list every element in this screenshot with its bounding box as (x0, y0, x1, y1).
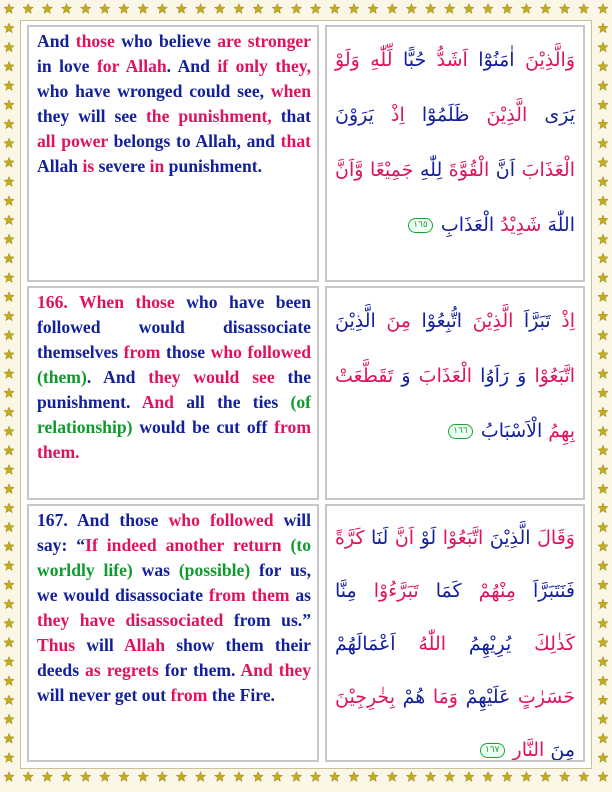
star-icon (598, 676, 608, 686)
star-icon (598, 349, 608, 359)
star-icon (215, 772, 225, 782)
star-icon (406, 772, 416, 782)
star-icon (4, 772, 14, 782)
arabic-segment: مِنَ (544, 739, 575, 761)
arabic-segment: مِنْهُمْ (461, 580, 516, 602)
star-icon (598, 753, 608, 763)
english-segment: all power (37, 131, 114, 151)
star-icon (4, 273, 14, 283)
star-icon (330, 4, 340, 14)
star-icon (598, 81, 608, 91)
verse-row-166 (27, 286, 585, 500)
arabic-segment: بِهِمُ (542, 420, 575, 442)
english-segment: belongs to Allah, and (113, 131, 281, 151)
star-icon (4, 388, 14, 398)
star-icon (4, 561, 14, 571)
star-icon (4, 196, 14, 206)
star-icon (598, 388, 608, 398)
arabic-segment: تَقَطَّعَتْ (335, 365, 394, 387)
star-icon (215, 4, 225, 14)
arabic-segment: يَرَى (527, 104, 575, 126)
star-icon (4, 503, 14, 513)
arabic-segment: اَعْمَالَهُمْ (335, 633, 396, 655)
star-icon (4, 23, 14, 33)
english-segment: If indeed another return (85, 535, 291, 555)
english-segment: all the ties (186, 392, 291, 412)
english-segment: will never get out (37, 685, 171, 705)
star-icon (598, 503, 608, 513)
star-icon (598, 23, 608, 33)
star-icon (598, 637, 608, 647)
star-icon (4, 426, 14, 436)
star-icon (560, 4, 570, 14)
star-icon (464, 4, 474, 14)
star-icon (4, 330, 14, 340)
star-icon (598, 177, 608, 187)
star-icon (4, 157, 14, 167)
arabic-segment: ظَلَمُوْٓا (404, 104, 470, 126)
star-icon (100, 4, 110, 14)
star-icon (483, 772, 493, 782)
arabic-segment: الْعَذَابَ (410, 365, 473, 387)
english-segment: (to worldly life) (37, 535, 311, 580)
english-segment: who have wronged could see, (37, 81, 271, 101)
english-segment: the punishment, (145, 106, 281, 126)
star-icon (4, 81, 14, 91)
english-segment: are stronger (217, 31, 311, 51)
star-icon (598, 215, 608, 225)
star-icon (4, 4, 14, 14)
star-icon (598, 426, 608, 436)
star-icon (598, 196, 608, 206)
star-icon (119, 772, 129, 782)
arabic-segment: رَاَوُا (472, 365, 510, 387)
star-icon (598, 733, 608, 743)
star-icon (310, 4, 320, 14)
arabic-segment: الَّذِيْنَ (469, 104, 528, 126)
star-icon (4, 311, 14, 321)
star-icon (23, 4, 33, 14)
star-icon (272, 4, 282, 14)
arabic-segment: مِنَّا (335, 580, 357, 602)
english-segment: would be cut off (139, 417, 275, 437)
star-icon (598, 541, 608, 551)
english-segment: who followed (210, 342, 311, 362)
star-icon (196, 4, 206, 14)
arabic-segment: الْقُوَّةَ (442, 159, 490, 181)
arabic-segment: يَرَوْنَ (335, 104, 374, 126)
english-segment: the Fire. (211, 685, 275, 705)
arabic-text-167 (325, 504, 585, 762)
arabic-segment: وَ (509, 365, 527, 387)
english-segment: Thus (37, 635, 87, 655)
english-segment: will say: “ (37, 510, 312, 555)
star-icon (387, 4, 397, 14)
english-segment: in (149, 156, 169, 176)
arabic-segment: اَشَدُّ (426, 49, 468, 71)
star-icon (368, 4, 378, 14)
star-icon (4, 580, 14, 590)
english-segment: who have been followed would disassociate themselves (37, 292, 311, 362)
star-icon (272, 772, 282, 782)
arabic-segment: فَنَتَبَرَّاَ (515, 580, 576, 602)
arabic-segment: شَدِيْدُ (494, 214, 542, 236)
english-segment: they will see (37, 106, 146, 126)
star-icon (598, 61, 608, 71)
star-icon (598, 100, 608, 110)
english-segment: (of relationship) (37, 392, 311, 437)
star-icon (598, 273, 608, 283)
arabic-segment: الْاَسْبَابُ (480, 420, 543, 442)
english-segment: 166. (37, 292, 80, 312)
arabic-segment: مِنَ (375, 310, 411, 332)
arabic-segment: حُبًّا (392, 49, 427, 71)
english-segment: Allah (37, 156, 83, 176)
star-icon (176, 4, 186, 14)
star-icon (598, 618, 608, 628)
english-segment: Allah (123, 635, 177, 655)
arabic-segment: اتَّبَعُوْا (526, 365, 576, 387)
star-icon (4, 618, 14, 628)
star-icon (502, 4, 512, 14)
star-icon (234, 4, 244, 14)
english-translation-165 (27, 25, 319, 282)
arabic-segment: الْعَذَابَ (515, 159, 575, 181)
star-icon (291, 772, 301, 782)
star-icon (598, 772, 608, 782)
star-icon (598, 157, 608, 167)
star-icon (4, 177, 14, 187)
arabic-segment: الَّذِيْنَ (335, 310, 376, 332)
star-icon (598, 657, 608, 667)
english-segment: for them. (164, 660, 241, 680)
star-icon (119, 4, 129, 14)
arabic-segment: حَسَرٰتٍ (510, 686, 575, 708)
arabic-segment: اٰمَنُوْٓا (467, 49, 515, 71)
arabic-segment: الَّذِيْنَ (483, 527, 531, 549)
star-icon (330, 772, 340, 782)
english-segment: from (170, 685, 212, 705)
arabic-segment: وَالَّذِيْنَ (514, 49, 575, 71)
star-icon (598, 580, 608, 590)
english-segment: from them (208, 585, 296, 605)
star-icon (61, 4, 71, 14)
star-icon (4, 61, 14, 71)
arabic-segment: لَنَا (364, 527, 389, 549)
english-segment: in love (37, 56, 97, 76)
arabic-segment: النَّارِ (512, 739, 545, 761)
star-icon (4, 215, 14, 225)
star-icon (598, 138, 608, 148)
star-icon (4, 119, 14, 129)
english-segment: as regrets (85, 660, 165, 680)
arabic-segment: وَّاَنَّ (335, 159, 364, 181)
star-icon (598, 4, 608, 14)
arabic-segment: اللّٰهَ (541, 214, 575, 236)
star-icon (425, 772, 435, 782)
star-icon (157, 4, 167, 14)
star-icon (42, 772, 52, 782)
english-segment: punishment. (168, 156, 263, 176)
star-icon (4, 349, 14, 359)
star-icon (138, 772, 148, 782)
star-icon (349, 772, 359, 782)
arabic-text-166 (325, 286, 585, 500)
arabic-segment: اَنَّ (489, 159, 516, 181)
star-icon (157, 772, 167, 782)
arabic-segment: الَّذِيْنَ (462, 310, 514, 332)
star-icon (598, 599, 608, 609)
english-segment: if only they, (217, 56, 312, 76)
star-icon (4, 445, 14, 455)
english-segment: that (280, 131, 311, 151)
star-icon (483, 4, 493, 14)
star-icon (42, 4, 52, 14)
star-icon (579, 4, 589, 14)
arabic-segment: تَبَرَّاَ (513, 310, 551, 332)
english-segment: 167. (37, 510, 77, 530)
star-icon (4, 676, 14, 686)
star-icon (4, 657, 14, 667)
star-icon (4, 465, 14, 475)
arabic-text-165 (325, 25, 585, 282)
arabic-segment: اِذْ (373, 104, 405, 126)
arabic-segment: لِّلّٰهِ (359, 49, 393, 71)
arabic-segment: لَوْ (414, 527, 437, 549)
english-segment: who followed (168, 510, 284, 530)
arabic-segment: كَمَا (418, 580, 462, 602)
verse-row-165 (27, 25, 585, 282)
star-icon (234, 772, 244, 782)
star-icon (4, 695, 14, 705)
star-icon (502, 772, 512, 782)
ayah-number-marker: ١٦٧ (480, 743, 505, 758)
star-icon (598, 714, 608, 724)
star-icon (81, 4, 91, 14)
star-icon (598, 42, 608, 52)
arabic-segment: اتَّبَعُوْا (436, 527, 484, 549)
star-icon (4, 407, 14, 417)
english-segment: . And (86, 367, 149, 387)
english-translation-166 (27, 286, 319, 500)
english-segment: from (123, 342, 166, 362)
english-segment: from them. (37, 417, 311, 462)
arabic-segment: وَ (393, 365, 411, 387)
star-icon (4, 234, 14, 244)
star-icon (464, 772, 474, 782)
star-icon (598, 484, 608, 494)
verse-row-167 (27, 504, 585, 762)
ayah-number-marker: ١٦٥ (408, 218, 433, 233)
english-segment: And (141, 392, 187, 412)
ayah-number-marker: ١٦٦ (448, 424, 473, 439)
star-icon (598, 234, 608, 244)
star-icon (540, 4, 550, 14)
star-icon (100, 772, 110, 782)
english-segment: those (75, 31, 122, 51)
arabic-segment: وَلَوْ (335, 49, 360, 71)
star-icon (598, 445, 608, 455)
english-segment: who believe (121, 31, 218, 51)
english-segment: the punishment. (37, 367, 311, 412)
star-icon (310, 772, 320, 782)
star-icon (445, 772, 455, 782)
star-icon (406, 4, 416, 14)
star-icon (521, 4, 531, 14)
star-icon (598, 292, 608, 302)
star-icon (4, 369, 14, 379)
star-icon (445, 4, 455, 14)
arabic-segment: اَنَّ (388, 527, 415, 549)
star-icon (425, 4, 435, 14)
english-segment: for Allah (96, 56, 167, 76)
english-segment: severe (98, 156, 150, 176)
star-icon (138, 4, 148, 14)
arabic-segment: كَرَّةً (335, 527, 365, 549)
english-segment: they would see (148, 367, 288, 387)
english-segment: . And (166, 56, 218, 76)
english-segment: as (295, 585, 312, 605)
english-segment: was (141, 560, 179, 580)
english-segment: (them) (37, 367, 87, 387)
english-segment: when (270, 81, 311, 101)
english-translation-167 (27, 504, 319, 762)
star-icon (4, 541, 14, 551)
star-icon (598, 695, 608, 705)
star-icon (4, 599, 14, 609)
arabic-segment: لِلّٰهِ (413, 159, 443, 181)
english-segment: for us, we would disassociate (37, 560, 312, 605)
star-icon (23, 772, 33, 782)
arabic-segment: وَمَا (425, 686, 458, 708)
english-segment: show them their deeds (37, 635, 311, 680)
star-icon (521, 772, 531, 782)
star-icon (4, 753, 14, 763)
star-icon (598, 522, 608, 532)
english-segment: And those (76, 510, 169, 530)
english-segment: And they (240, 660, 312, 680)
star-icon (598, 119, 608, 129)
star-icon (291, 4, 301, 14)
english-segment: they have disassociated (37, 610, 234, 630)
arabic-segment: تَبَرَّءُوْا (356, 580, 419, 602)
star-icon (560, 772, 570, 782)
star-icon (4, 484, 14, 494)
page-sheet (20, 20, 592, 769)
star-icon (598, 253, 608, 263)
star-icon (4, 253, 14, 263)
star-icon (579, 772, 589, 782)
star-icon (4, 522, 14, 532)
arabic-segment: اِذْ (550, 310, 575, 332)
star-icon (4, 733, 14, 743)
english-segment: When those (79, 292, 187, 312)
arabic-segment: وَقَالَ (530, 527, 575, 549)
english-segment: that (280, 106, 312, 126)
star-icon (4, 714, 14, 724)
arabic-segment: جَمِيْعًا (363, 159, 414, 181)
star-icon (598, 330, 608, 340)
star-icon (4, 637, 14, 647)
star-icon (196, 772, 206, 782)
english-segment: those (166, 342, 211, 362)
arabic-segment: اللّٰهُ (395, 633, 446, 655)
english-segment: And (37, 31, 76, 51)
star-icon (4, 100, 14, 110)
star-icon (253, 772, 263, 782)
star-icon (81, 772, 91, 782)
star-icon (4, 292, 14, 302)
english-segment: is (82, 156, 99, 176)
arabic-segment: يُرِيْهِمُ (446, 633, 512, 655)
star-icon (349, 4, 359, 14)
star-icon (598, 561, 608, 571)
english-segment: from us.” (233, 610, 312, 630)
star-icon (4, 138, 14, 148)
arabic-segment: كَذٰلِكَ (511, 633, 575, 655)
arabic-segment: عَلَيْهِمْ (457, 686, 511, 708)
star-icon (598, 369, 608, 379)
star-icon (61, 772, 71, 782)
arabic-segment: هُمْ (394, 686, 426, 708)
star-icon (598, 407, 608, 417)
english-segment: (possible) (178, 560, 259, 580)
star-icon (176, 772, 186, 782)
arabic-segment: اتُّبِعُوْا (410, 310, 463, 332)
arabic-segment: بِخٰرِجِيْنَ (335, 686, 395, 708)
english-segment: will (86, 635, 124, 655)
star-icon (598, 465, 608, 475)
star-icon (387, 772, 397, 782)
star-icon (540, 772, 550, 782)
star-icon (253, 4, 263, 14)
star-icon (598, 311, 608, 321)
arabic-segment: الْعَذَابِ (440, 214, 495, 236)
star-icon (368, 772, 378, 782)
star-icon (4, 42, 14, 52)
